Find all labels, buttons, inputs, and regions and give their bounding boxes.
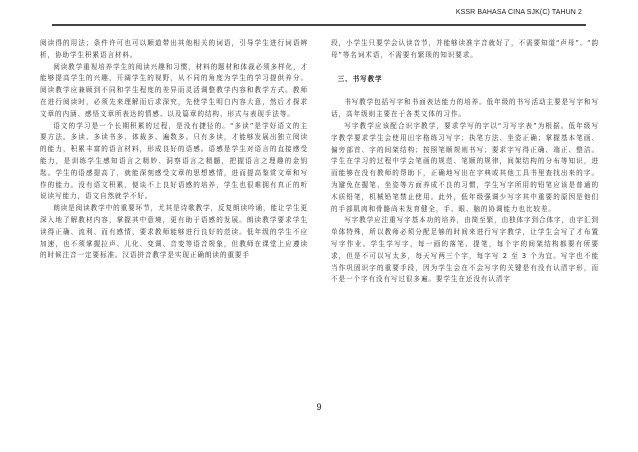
paragraph: 阅读得的用法；条件许可也可以顺道带出其他相关的词语，引导学生进行词语辨析，协助学生积累语言材料。 [40, 39, 308, 59]
paragraph: 语文的学习是一个长期积累的过程，是没有捷径的。“多读”是学好语文的主要方法。多读、多读书多、体裁多、遍数多。只有多读，才能够发展出独立阅读的能力，积累丰富的语言材料，形成良好的语感。语感是学生对语言的直接感受能力，是训练学生感知语言之精妙、洞察语言之精髓，把握语言之理趣的金钥匙。学生的语感提高了，就能深刻感受文章的思想感情，进而提高鉴赏文章和写作的能力。没有语文积累，便谈不上良好语感的培养，学生也很难拥有真正的听说读写能力，语文自然就学不好。 [40, 121, 308, 201]
section-heading: 三、书写教学 [337, 74, 383, 83]
paragraph: 朗读是阅读教学中的重要环节，尤其是诗歌教学，反复朗读吟诵，能让学生更深入地了解教材内容，掌握其中意境，更有助于语感的发展。朗读教学要求学生读得正确、流利、而有感情，要求教师能够进行良好的范读。低年级的学生不应加速，也不须掌握拉声、儿化、变调、音变等语音规象，但教师在课堂上应遵读的时候注音一定要标准。汉语拼音教学是实现正确朗读的重要手 [40, 204, 308, 260]
page-header: KSSR BAHASA CINA SJK(C) TAHUN 2 [455, 9, 582, 16]
page-number: 9 [316, 402, 322, 412]
paragraph: 写字教学应注重写字基本功的培养，由简至繁，由独体字到合体字，由字汇到单体特殊，所以教师必须分配足够的时间来进行写字教学，让学生会写了才布置写字作业。学生学写字，每一画的落笔、提笔，每个字的间架结构都要有所要求，但是不可以写太多，每天写两三个字，每字写 2 至 3 个为宜。写字也不能当作巩固识字的重要手段，因为学生会在不会写字的关键是有没有认清字形，而不是一个字有没有写过很多遍。要学生在还没有认清字 [331, 216, 599, 284]
right-column [331, 38, 599, 376]
paragraph: 书写教学包括写字和书面表达能力的培养。低年级的书写活动主要是写字和写话，高年级则主要在于各类文体的习作。 [331, 98, 599, 119]
paragraph: 写字教学应该配合识字教学，要求学写的字以“习写字表”为根据。低年级写字教学要求学生会使用田字格练习写字；执笔方法、坐姿正确；掌握基本笔画、偏旁部首、字的间架结构；按照笔顺规则书写；要求字写得正确、端正、整洁。学生在学习的过程中学会笔画的规范、笔顺的规律，间架结构的分布等知识，进而能够在没有教师的帮助下，正确地写出在字典或其他工具书里查找出来的字。为避免在握笔、坐姿等方面养成不良的习惯，学生写字所用的铅笔应该是普通的木质铅笔，机械铅笔禁止使用。此外，低年级强调少写字其中重要的原因是他们的手部肌肉和骨骼尚未发育健全，手、眼、脑的协调能力也比较差。 [331, 121, 599, 213]
paragraph: 阅读教学重视培养学生的阅读兴趣和习惯，材料的题材和体裁必须多样化，才能够提高学生的兴趣，开阔学生的视野，从不同的角度为学生的学习提供养分。阅读教学应兼顾到不同和学生程度的差异而灵活调整教学内容和教学方式。教师在进行阅读时，必须先来理解而后求深究，先使学生明白内容大意，然后才探求文章的内涵、感悟文章所表达的情感、以及篇章的结构、形式与表现手法等。 [40, 62, 308, 118]
header-rule [52, 24, 586, 26]
left-column [40, 38, 308, 376]
spacer [331, 85, 599, 97]
paragraph: 段，小学生只要学会认读音节，并能够读准字音就好了，不需要知道“声母”、“韵母”等名词术语，不需要有繁琐的知识要求。 [331, 39, 599, 59]
spacer [331, 62, 599, 74]
